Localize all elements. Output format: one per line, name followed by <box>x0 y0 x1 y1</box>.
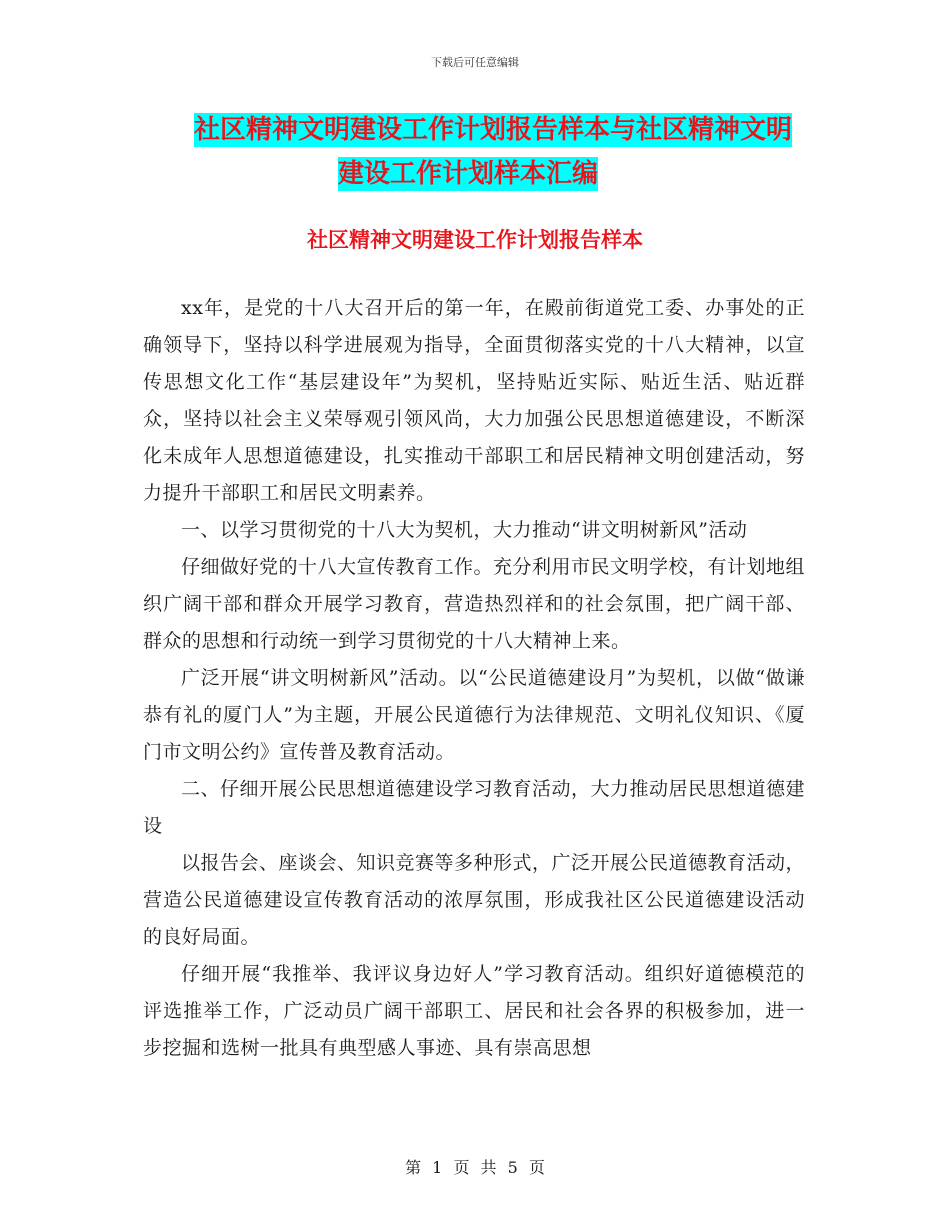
paragraph: 仔细开展“我推举、我评议身边好人”学习教育活动。组织好道德模范的评选推举工作，广泛动员广阔干部职工、居民和社会各界的积极参加，进一步挖掘和选树一批具有典型感人事迹、具有崇高思想 <box>143 963 805 1059</box>
header-note: 下载后可任意编辑 <box>431 56 519 69</box>
title-line-1-text: 社区精神文明建设工作计划报告样本与社区精神文明 <box>194 115 793 145</box>
paragraph-heading: 二、仔细开展公民思想道德建设学习教育活动，大力推动居民思想道德建设 <box>143 778 806 837</box>
paragraph: xx年，是党的十八大召开后的第一年，在殿前街道党工委、办事处的正确领导下，坚持以科学进展观为指导，全面贯彻落实党的十八大精神，以宣传思想文化工作“基层建设年”为契机，坚持贴近实际、贴近生活、贴近群众，坚持以社会主义荣辱观引领风尚，大力加强公民思想道德建设，不断深化未成年人思想道德建设，扎实推动干部职工和居民精神文明创建活动，努力提升干部职工和居民文明素养。 <box>143 297 805 504</box>
paragraph: 以报告会、座谈会、知识竞赛等多种形式，广泛开展公民道德教育活动，营造公民道德建设宣传教育活动的浓厚氛围，形成我社区公民道德建设活动的良好局面。 <box>143 852 806 948</box>
paragraph-heading: 一、以学习贯彻党的十八大为契机，大力推动“讲文明树新风”活动 <box>181 519 748 541</box>
title-line-2 <box>140 152 810 196</box>
title-line-2-text: 建设工作计划样本汇编 <box>338 159 599 189</box>
body-text <box>143 290 805 1067</box>
paragraph: 仔细做好党的十八大宣传教育工作。充分利用市民文明学校，有计划地组织广阔干部和群众开展学习教育，营造热烈祥和的社会氛围，把广阔干部、群众的思想和行动统一到学习贯彻党的十八大精神上来。 <box>143 556 806 652</box>
page-footer: 第 1 页 共 5 页 <box>405 1158 545 1177</box>
title-line-1 <box>140 108 810 152</box>
paragraph: 广泛开展“讲文明树新风”活动。以“公民道德建设月”为契机，以做“做谦恭有礼的厦门人”为主题，开展公民道德行为法律规范、文明礼仪知识、《厦门市文明公约》宣传普及教育活动。 <box>143 667 805 763</box>
section-title: 社区精神文明建设工作计划报告样本 <box>307 228 643 252</box>
document-title <box>140 108 810 196</box>
